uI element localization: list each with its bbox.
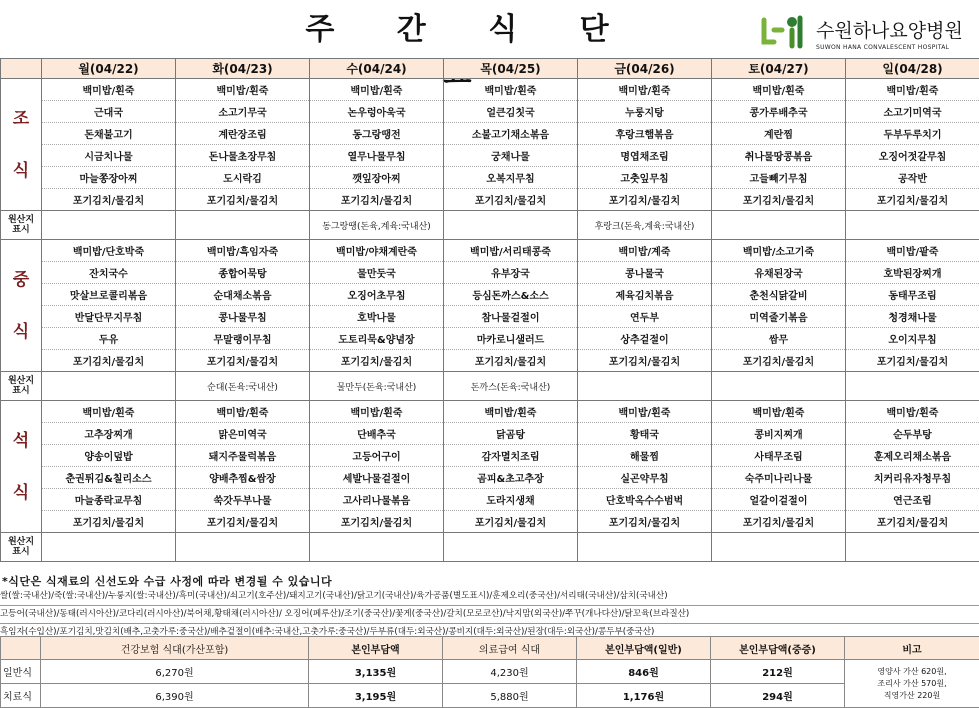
- origin-cell: 물만두(돈육:국내산): [310, 372, 444, 401]
- price-row-label: 치료식: [1, 684, 41, 708]
- menu-item: 백미밥/흰죽: [578, 79, 712, 101]
- menu-item: 백미밥/흰죽: [42, 401, 176, 423]
- menu-item: 포기김치/물김치: [846, 189, 979, 211]
- origin-cell: [712, 533, 846, 562]
- menu-item: 포기김치/물김치: [176, 350, 310, 372]
- menu-item: 물만둣국: [310, 262, 444, 284]
- menu-item: 감자멸치조림: [444, 445, 578, 467]
- menu-item: 유채된장국: [712, 262, 846, 284]
- origin-row: [1, 372, 979, 401]
- menu-row: [1, 284, 979, 306]
- origin-row: [1, 211, 979, 240]
- price-value: 212원: [711, 660, 845, 684]
- menu-item: 양배추찜&쌈장: [176, 467, 310, 489]
- menu-item: 쌈무: [712, 328, 846, 350]
- price-value: 294원: [711, 684, 845, 708]
- menu-item: 포기김치/물김치: [42, 511, 176, 533]
- menu-item: 청경채나물: [846, 306, 979, 328]
- menu-item: 세발나물겉절이: [310, 467, 444, 489]
- menu-item: 양송이덮밥: [42, 445, 176, 467]
- menu-item: 포기김치/물김치: [444, 189, 578, 211]
- price-note-line: 영양사 가산 620원,: [845, 666, 979, 678]
- menu-table: [0, 58, 979, 562]
- menu-item: 소고기무국: [176, 101, 310, 123]
- menu-item: 포기김치/물김치: [176, 511, 310, 533]
- menu-item: 순두부탕: [846, 423, 979, 445]
- day-header: 금(04/26): [578, 59, 712, 79]
- menu-item: 얼큰김칫국: [444, 101, 578, 123]
- menu-item: 포기김치/물김치: [578, 189, 712, 211]
- menu-row: [1, 240, 979, 262]
- breakfast-label: 조 식: [1, 79, 42, 211]
- origin-note-line: 흑임자(수입산)/포기김치,맛김치(배추,고춧가루:중국산)/배추겉절이(배추:국내산,고춧가루:중국산)/두부류(대두:외국산)/콩비지(대두:외국산)/된장(대두:외국산)/콩두부(중국산): [0, 624, 979, 641]
- menu-item: 오징어젓갈무침: [846, 145, 979, 167]
- price-header: 본인부담액: [309, 637, 443, 660]
- menu-item: 도토리묵&양념장: [310, 328, 444, 350]
- menu-item: 유부장국: [444, 262, 578, 284]
- price-header: 본인부담액(일반): [577, 637, 711, 660]
- menu-item: 돈채불고기: [42, 123, 176, 145]
- menu-item: 백미밥/흰죽: [42, 79, 176, 101]
- menu-item: 오징어초무침: [310, 284, 444, 306]
- price-note: [845, 660, 979, 708]
- menu-row: [1, 350, 979, 372]
- price-header: 비고: [845, 637, 979, 660]
- menu-item: 마카로니샐러드: [444, 328, 578, 350]
- price-row: [1, 684, 979, 708]
- price-value: 6,390원: [41, 684, 309, 708]
- menu-item: 반달단무지무침: [42, 306, 176, 328]
- origin-cell: [176, 533, 310, 562]
- menu-item: 연두부: [578, 306, 712, 328]
- origin-cell: [42, 372, 176, 401]
- hospital-name: 수원하나요양병원: [816, 16, 963, 43]
- menu-item: 쑥갓두부나물: [176, 489, 310, 511]
- origin-cell: [712, 211, 846, 240]
- menu-item: 종합어묵탕: [176, 262, 310, 284]
- price-value: 3,195원: [309, 684, 443, 708]
- day-header: 화(04/23): [176, 59, 310, 79]
- menu-item: 춘권튀김&칠리소스: [42, 467, 176, 489]
- day-header: 목(04/25): [444, 59, 578, 79]
- menu-item: 백미밥/흰죽: [578, 401, 712, 423]
- menu-item: 포기김치/물김치: [42, 350, 176, 372]
- menu-item: 누룽지탕: [578, 101, 712, 123]
- menu-item: 곰피&초고추장: [444, 467, 578, 489]
- price-table: [0, 636, 979, 708]
- menu-item: 포기김치/물김치: [310, 511, 444, 533]
- origin-cell: [846, 372, 979, 401]
- menu-item: 돈나물초장무침: [176, 145, 310, 167]
- menu-item: 두부두루치기: [846, 123, 979, 145]
- menu-item: 백미밥/흰죽: [176, 401, 310, 423]
- menu-item: 돼지주물럭볶음: [176, 445, 310, 467]
- price-value: 4,230원: [443, 660, 577, 684]
- menu-item: 잔치국수: [42, 262, 176, 284]
- menu-item: 숙주미나리나물: [712, 467, 846, 489]
- menu-item: 등심돈까스&소스: [444, 284, 578, 306]
- origin-label: 원산지 표시: [1, 533, 42, 562]
- menu-item: 백미밥/단호박죽: [42, 240, 176, 262]
- menu-item: 포기김치/물김치: [846, 511, 979, 533]
- menu-item: 백미밥/야채계란죽: [310, 240, 444, 262]
- menu-item: 포기김치/물김치: [310, 189, 444, 211]
- menu-item: 해물찜: [578, 445, 712, 467]
- menu-item: 호박된장찌개: [846, 262, 979, 284]
- menu-item: 후랑크햄볶음: [578, 123, 712, 145]
- menu-item: 고들빼기무침: [712, 167, 846, 189]
- menu-item: 포기김치/물김치: [444, 511, 578, 533]
- menu-item: 콩나물국: [578, 262, 712, 284]
- origin-cell: 동그랑땡(돈육,계육:국내산): [310, 211, 444, 240]
- menu-item: 고사리나물볶음: [310, 489, 444, 511]
- origin-cell: [712, 372, 846, 401]
- menu-row: [1, 423, 979, 445]
- origin-cell: [176, 211, 310, 240]
- menu-item: 포기김치/물김치: [578, 350, 712, 372]
- menu-item: 백미밥/계죽: [578, 240, 712, 262]
- menu-item: 백미밥/흰죽: [310, 401, 444, 423]
- menu-row: [1, 123, 979, 145]
- menu-item: 고추장찌개: [42, 423, 176, 445]
- menu-item: 단호박옥수수범벅: [578, 489, 712, 511]
- menu-row: [1, 445, 979, 467]
- menu-row: [1, 189, 979, 211]
- price-value: 846원: [577, 660, 711, 684]
- menu-item: 고춧잎무침: [578, 167, 712, 189]
- menu-row: [1, 145, 979, 167]
- menu-item: 근대국: [42, 101, 176, 123]
- menu-item: 백미밥/서리태콩죽: [444, 240, 578, 262]
- menu-item: 포기김치/물김치: [712, 189, 846, 211]
- menu-item: 백미밥/흰죽: [846, 401, 979, 423]
- menu-item: 참나물겉절이: [444, 306, 578, 328]
- menu-item: 포기김치/물김치: [712, 511, 846, 533]
- origin-cell: [310, 533, 444, 562]
- menu-row: [1, 328, 979, 350]
- menu-item: 얼갈이겉절이: [712, 489, 846, 511]
- menu-item: 순대채소볶음: [176, 284, 310, 306]
- menu-item: 훈제오리채소볶음: [846, 445, 979, 467]
- menu-row: [1, 79, 979, 101]
- menu-row: [1, 167, 979, 189]
- menu-item: 단배추국: [310, 423, 444, 445]
- menu-item: 맑은미역국: [176, 423, 310, 445]
- menu-row: [1, 511, 979, 533]
- notice-text: *식단은 식재료의 신선도와 수급 사정에 따라 변경될 수 있습니다: [2, 573, 332, 589]
- price-row-label: 일반식: [1, 660, 41, 684]
- origin-cell: [578, 533, 712, 562]
- menu-item: 도라지생채: [444, 489, 578, 511]
- menu-item: 포기김치/물김치: [578, 511, 712, 533]
- origin-cell: 순대(돈육:국내산): [176, 372, 310, 401]
- hospital-logo-icon: [758, 12, 812, 52]
- menu-item: 미역줄기볶음: [712, 306, 846, 328]
- menu-item: 마늘종락교무침: [42, 489, 176, 511]
- price-header: 본인부담액(중증): [711, 637, 845, 660]
- menu-item: 포기김치/물김치: [310, 350, 444, 372]
- menu-item: 포기김치/물김치: [176, 189, 310, 211]
- menu-item: 호박나물: [310, 306, 444, 328]
- menu-item: 오복지무침: [444, 167, 578, 189]
- day-header: 일(04/28): [846, 59, 979, 79]
- price-value: 1,176원: [577, 684, 711, 708]
- origin-cell: [846, 533, 979, 562]
- day-header: 토(04/27): [712, 59, 846, 79]
- menu-item: 백미밥/흑임자죽: [176, 240, 310, 262]
- menu-item: 사태무조림: [712, 445, 846, 467]
- menu-item: 백미밥/흰죽: [310, 79, 444, 101]
- price-value: 3,135원: [309, 660, 443, 684]
- day-header: 수(04/24): [310, 59, 444, 79]
- menu-item: 고등어구이: [310, 445, 444, 467]
- menu-item: 닭곰탕: [444, 423, 578, 445]
- lunch-label: 중 식: [1, 240, 42, 372]
- menu-item: 논우렁아욱국: [310, 101, 444, 123]
- header: [0, 0, 979, 58]
- day-header: 월(04/22): [42, 59, 176, 79]
- price-note-line: 직영가산 220원: [845, 690, 979, 702]
- menu-item: 도시락김: [176, 167, 310, 189]
- origin-cell: [444, 533, 578, 562]
- menu-item: 포기김치/물김치: [712, 350, 846, 372]
- price-value: 6,270원: [41, 660, 309, 684]
- price-header-row: [1, 637, 979, 660]
- menu-item: 백미밥/흰죽: [444, 79, 578, 101]
- menu-item: 동태무조림: [846, 284, 979, 306]
- menu-item: 궁채나물: [444, 145, 578, 167]
- menu-item: 동그랑땡전: [310, 123, 444, 145]
- menu-row: [1, 401, 979, 423]
- menu-item: 실곤약무침: [578, 467, 712, 489]
- menu-item: 열무나물무침: [310, 145, 444, 167]
- menu-item: 치커리유자청무침: [846, 467, 979, 489]
- origin-row: [1, 533, 979, 562]
- menu-item: 상추겉절이: [578, 328, 712, 350]
- menu-item: 마늘쫑장아찌: [42, 167, 176, 189]
- menu-item: 연근조림: [846, 489, 979, 511]
- menu-item: 시금치나물: [42, 145, 176, 167]
- price-value: 5,880원: [443, 684, 577, 708]
- menu-item: 백미밥/팥죽: [846, 240, 979, 262]
- menu-item: 맛살브로콜리볶음: [42, 284, 176, 306]
- menu-item: 백미밥/흰죽: [846, 79, 979, 101]
- menu-item: 계란장조림: [176, 123, 310, 145]
- menu-row: [1, 101, 979, 123]
- origin-cell: [42, 211, 176, 240]
- menu-item: 소고기미역국: [846, 101, 979, 123]
- origin-note-line: 고등어(국내산)/동태(러시아산)/코다리(러시아산)/북어채,황태채(러시아산)/ 오징어(페루산)/조기(중국산)/꽃게(중국산)/갈치(모로코산)/낙지맘(외국산)/쭈꾸(개나다산)/닭꼬육(브라질산): [0, 606, 979, 624]
- price-header: 의료급여 식대: [443, 637, 577, 660]
- origin-cell: [444, 211, 578, 240]
- origin-cell: [578, 372, 712, 401]
- origin-cell: [846, 211, 979, 240]
- menu-item: 깻잎장아찌: [310, 167, 444, 189]
- menu-item: 소불고기채소볶음: [444, 123, 578, 145]
- menu-item: 무말랭이무침: [176, 328, 310, 350]
- menu-item: 포기김치/물김치: [846, 350, 979, 372]
- menu-item: 공작반: [846, 167, 979, 189]
- menu-item: 춘천식닭갈비: [712, 284, 846, 306]
- menu-item: 백미밥/흰죽: [444, 401, 578, 423]
- origin-note-line: 쌀(쌀:국내산)/죽(쌀:국내산)/누룽지(쌀:국내산)/흑미(국내산)/쇠고기(호주산)/돼지고기(국내산)/닭고기(국내산)/육가공품(별도표시)/훈제오리(중국산)/서리태(국내산)/삼치(국내산): [0, 588, 979, 606]
- menu-item: 포기김치/물김치: [444, 350, 578, 372]
- day-header-row: [1, 59, 979, 79]
- menu-item: 명엽채조림: [578, 145, 712, 167]
- menu-item: 콩비지찌개: [712, 423, 846, 445]
- origin-cell: 후랑크(돈육,계육:국내산): [578, 211, 712, 240]
- menu-item: 백미밥/소고기죽: [712, 240, 846, 262]
- menu-item: 콩나물무침: [176, 306, 310, 328]
- origin-label: 원산지 표시: [1, 211, 42, 240]
- hospital-logo: [758, 12, 973, 58]
- price-header: 건강보험 식대(가산포함): [41, 637, 309, 660]
- menu-item: 백미밥/흰죽: [176, 79, 310, 101]
- menu-item: 포기김치/물김치: [42, 189, 176, 211]
- menu-item: 제육김치볶음: [578, 284, 712, 306]
- menu-item: 콩가루배추국: [712, 101, 846, 123]
- menu-item: 백미밥/흰죽: [712, 79, 846, 101]
- page-title: 주 간 식 단: [300, 4, 640, 92]
- menu-row: [1, 306, 979, 328]
- hospital-english-name: SUWON HANA CONVALESCENT HOSPITAL: [816, 44, 949, 51]
- price-row: [1, 660, 979, 684]
- menu-item: 백미밥/흰죽: [712, 401, 846, 423]
- menu-row: [1, 467, 979, 489]
- corner-cell: [1, 59, 42, 79]
- origin-label: 원산지 표시: [1, 372, 42, 401]
- menu-item: 황태국: [578, 423, 712, 445]
- menu-item: 두유: [42, 328, 176, 350]
- price-header-blank: [1, 637, 41, 660]
- menu-item: 오이지무침: [846, 328, 979, 350]
- menu-item: 취나물땅콩볶음: [712, 145, 846, 167]
- dinner-label: 석 식: [1, 401, 42, 533]
- menu-item: 계란찜: [712, 123, 846, 145]
- menu-row: [1, 489, 979, 511]
- menu-row: [1, 262, 979, 284]
- origin-cell: [42, 533, 176, 562]
- price-note-line: 조리사 가산 570원,: [845, 678, 979, 690]
- origin-cell: 돈까스(돈육:국내산): [444, 372, 578, 401]
